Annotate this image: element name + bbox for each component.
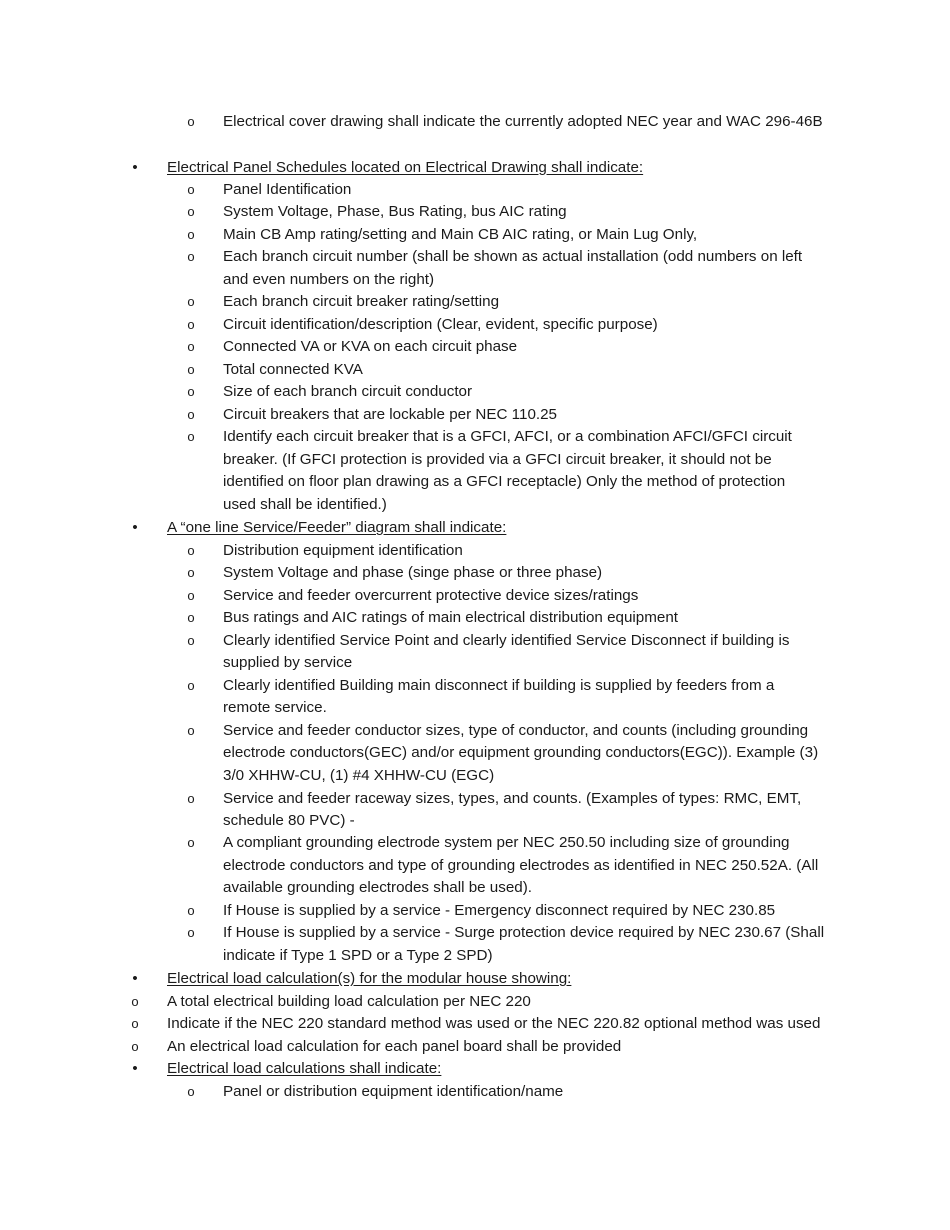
item-text: A compliant grounding electrode system per NEC 250.50 including size of grounding: [223, 834, 790, 851]
circle-bullet-icon: o: [131, 1039, 139, 1054]
bullet-icon: •: [132, 519, 138, 536]
list-item: [0, 426, 950, 449]
list-item: [0, 991, 950, 1014]
list-item-continuation: [0, 855, 950, 878]
list-item: [0, 675, 950, 698]
circle-bullet-icon: o: [187, 429, 195, 444]
circle-bullet-icon: o: [187, 249, 195, 264]
list-item-continuation: [0, 945, 950, 968]
item-text: Clearly identified Building main disconnect if building is supplied by feeders from a: [223, 677, 775, 694]
list-item: [0, 900, 950, 923]
list-item-continuation: [0, 471, 950, 494]
item-text: Circuit breakers that are lockable per NEC 110.25: [223, 406, 558, 423]
circle-bullet-icon: o: [187, 317, 195, 332]
circle-bullet-icon: o: [187, 588, 195, 603]
item-text: Electrical load calculations shall indicate:: [167, 1060, 442, 1077]
item-text: If House is supplied by a service - Surge protection device required by NEC 230.67 (Shall: [223, 924, 825, 941]
item-text: available grounding electrodes shall be used).: [223, 879, 533, 896]
circle-bullet-icon: o: [187, 565, 195, 580]
circle-bullet-icon: o: [187, 339, 195, 354]
item-text: Main CB Amp rating/setting and Main CB AIC rating, or Main Lug Only,: [223, 226, 698, 243]
list-item: [0, 720, 950, 743]
item-text: electrode conductors and type of grounding electrodes as identified in NEC 250.52A. (All: [223, 857, 819, 874]
circle-bullet-icon: o: [187, 633, 195, 648]
circle-bullet-icon: o: [187, 227, 195, 242]
circle-bullet-icon: o: [187, 204, 195, 219]
item-text: Total connected KVA: [223, 361, 363, 378]
list-item: [0, 291, 950, 314]
list-item: [0, 179, 950, 202]
circle-bullet-icon: o: [187, 723, 195, 738]
list-item-continuation: [0, 652, 950, 675]
list-item-continuation: [0, 742, 950, 765]
section-heading: [0, 517, 950, 540]
list-item: [0, 922, 950, 945]
circle-bullet-icon: o: [187, 384, 195, 399]
list-item: [0, 111, 950, 134]
list-item-continuation: [0, 494, 950, 517]
bullet-icon: •: [132, 159, 138, 176]
item-text: System Voltage, Phase, Bus Rating, bus AIC rating: [223, 203, 567, 220]
item-text: A total electrical building load calculation per NEC 220: [167, 993, 531, 1010]
list-item: [0, 224, 950, 247]
item-text: Service and feeder conductor sizes, type of conductor, and counts (including grounding: [223, 722, 809, 739]
item-text: 3/0 XHHW-CU, (1) #4 XHHW-CU (EGC): [223, 767, 495, 784]
item-text: Bus ratings and AIC ratings of main electrical distribution equipment: [223, 609, 679, 626]
item-text: An electrical load calculation for each panel board shall be provided: [167, 1038, 622, 1055]
list-item: [0, 630, 950, 653]
item-text: Distribution equipment identification: [223, 542, 463, 559]
list-item: [0, 314, 950, 337]
circle-bullet-icon: o: [187, 678, 195, 693]
item-text: Electrical cover drawing shall indicate the currently adopted NEC year and WAC 296-46B: [223, 113, 823, 130]
circle-bullet-icon: o: [187, 903, 195, 918]
circle-bullet-icon: o: [187, 114, 195, 129]
item-text: Each branch circuit breaker rating/setting: [223, 293, 500, 310]
list-item: [0, 832, 950, 855]
list-item-continuation: [0, 765, 950, 788]
item-text: schedule 80 PVC) -: [223, 812, 355, 829]
circle-bullet-icon: o: [187, 543, 195, 558]
list-item: [0, 1036, 950, 1059]
item-text: Circuit identification/description (Clear, evident, specific purpose): [223, 316, 658, 333]
item-text: Service and feeder raceway sizes, types, and counts. (Examples of types: RMC, EMT,: [223, 790, 802, 807]
list-item: [0, 201, 950, 224]
item-text: Panel or distribution equipment identification/name: [223, 1083, 564, 1100]
circle-bullet-icon: o: [131, 1016, 139, 1031]
list-item: [0, 246, 950, 269]
list-item-continuation: [0, 697, 950, 720]
bullet-icon: •: [132, 970, 138, 987]
circle-bullet-icon: o: [187, 1084, 195, 1099]
item-text: Service and feeder overcurrent protective device sizes/ratings: [223, 587, 639, 604]
circle-bullet-icon: o: [187, 182, 195, 197]
item-text: and even numbers on the right): [223, 271, 435, 288]
list-item: [0, 381, 950, 404]
item-text: Electrical Panel Schedules located on Electrical Drawing shall indicate:: [167, 159, 644, 176]
circle-bullet-icon: o: [187, 407, 195, 422]
list-item: [0, 607, 950, 630]
section-heading: [0, 157, 950, 180]
item-text: indicate if Type 1 SPD or a Type 2 SPD): [223, 947, 493, 964]
list-item-continuation: [0, 810, 950, 833]
item-text: A “one line Service/Feeder” diagram shall indicate:: [167, 519, 507, 536]
list-item-continuation: [0, 877, 950, 900]
circle-bullet-icon: o: [187, 835, 195, 850]
item-text: Panel Identification: [223, 181, 352, 198]
item-text: remote service.: [223, 699, 327, 716]
section-heading: [0, 1058, 950, 1081]
list-item: [0, 359, 950, 382]
circle-bullet-icon: o: [131, 994, 139, 1009]
item-text: electrode conductors(GEC) and/or equipment grounding conductors(EGC)). Example (3): [223, 744, 819, 761]
list-item: [0, 1081, 950, 1104]
list-item-continuation: [0, 269, 950, 292]
list-item-continuation: [0, 449, 950, 472]
circle-bullet-icon: o: [187, 294, 195, 309]
item-text: Each branch circuit number (shall be shown as actual installation (odd numbers on left: [223, 248, 803, 265]
item-text: supplied by service: [223, 654, 353, 671]
list-item: [0, 562, 950, 585]
item-text: Size of each branch circuit conductor: [223, 383, 473, 400]
list-item: [0, 788, 950, 811]
circle-bullet-icon: o: [187, 925, 195, 940]
item-text: Clearly identified Service Point and clearly identified Service Disconnect if building is: [223, 632, 790, 649]
item-text: identified on floor plan drawing as a GFCI receptacle) Only the method of protection: [223, 473, 786, 490]
circle-bullet-icon: o: [187, 362, 195, 377]
item-text: used shall be identified.): [223, 496, 387, 513]
item-text: System Voltage and phase (singe phase or three phase): [223, 564, 603, 581]
item-text: If House is supplied by a service - Emergency disconnect required by NEC 230.85: [223, 902, 776, 919]
list-item: [0, 585, 950, 608]
section-heading: [0, 968, 950, 991]
list-item: [0, 1013, 950, 1036]
bullet-icon: •: [132, 1060, 138, 1077]
list-item: [0, 336, 950, 359]
circle-bullet-icon: o: [187, 791, 195, 806]
item-text: breaker. (If GFCI protection is provided via a GFCI circuit breaker, it should not be: [223, 451, 772, 468]
list-item: [0, 404, 950, 427]
list-item: [0, 540, 950, 563]
item-text: Electrical load calculation(s) for the modular house showing:: [167, 970, 572, 987]
item-text: Connected VA or KVA on each circuit phase: [223, 338, 518, 355]
item-text: Indicate if the NEC 220 standard method was used or the NEC 220.82 optional method was used: [167, 1015, 821, 1032]
circle-bullet-icon: o: [187, 610, 195, 625]
item-text: Identify each circuit breaker that is a GFCI, AFCI, or a combination AFCI/GFCI circuit: [223, 428, 792, 445]
